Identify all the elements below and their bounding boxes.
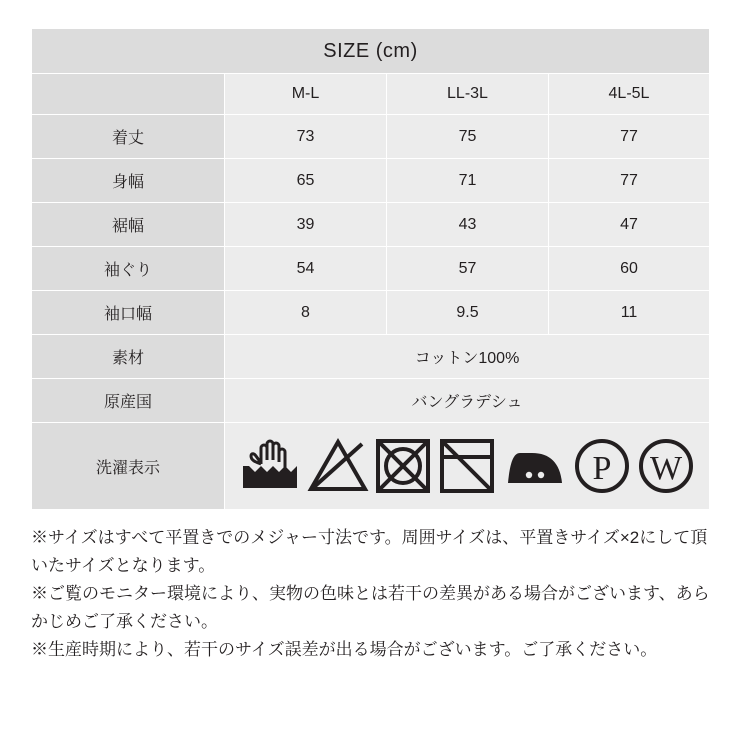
cell-care-icons	[225, 423, 710, 510]
svg-text:W: W	[649, 450, 682, 487]
note-line-3: ※生産時期により、若干のサイズ誤差が出る場合がございます。ご了承ください。	[31, 640, 658, 660]
cell-mihaba-ml: 65	[225, 159, 387, 203]
line-dry-flat-icon	[438, 437, 496, 495]
cell-sodeguchihaba-ll3l: 9.5	[387, 291, 549, 335]
table-row	[32, 115, 710, 159]
note-line-2: ※ご覧のモニター環境により、実物の色味とは若干の差異がある場合がございます、あらかじめご了承ください。	[31, 584, 710, 631]
care-icon-group	[225, 423, 709, 509]
note-line-1: ※サイズはすべて平置きでのメジャー寸法です。周囲サイズは、平置きサイズ×2にして頂いたサイズとなります。	[31, 528, 708, 575]
cell-sodeguchihaba-4l5l: 11	[549, 291, 710, 335]
row-label-mihaba: 身幅	[32, 159, 225, 203]
iron-low-icon	[502, 441, 568, 491]
hand-wash-icon	[239, 436, 301, 496]
cell-sodeguchihaba-ml: 8	[225, 291, 387, 335]
do-not-tumble-dry-icon	[374, 437, 432, 495]
cell-susohaba-ll3l: 43	[387, 203, 549, 247]
cell-soseguri-ll3l: 57	[387, 247, 549, 291]
notes-block	[31, 524, 721, 664]
table-row	[32, 291, 710, 335]
row-label-sodeguchihaba: 袖口幅	[32, 291, 225, 335]
table-title-row	[32, 29, 710, 74]
header-size-4l5l: 4L-5L	[549, 74, 710, 115]
cell-kitake-ml: 73	[225, 115, 387, 159]
table-header-row	[32, 74, 710, 115]
cell-origin-value: バングラデシュ	[225, 379, 710, 423]
table-row-care	[32, 423, 710, 510]
table-row-origin	[32, 379, 710, 423]
cell-mihaba-4l5l: 77	[549, 159, 710, 203]
cell-soseguri-ml: 54	[225, 247, 387, 291]
header-size-ll3l: LL-3L	[387, 74, 549, 115]
do-not-bleach-icon	[307, 437, 369, 495]
svg-text:P: P	[592, 450, 612, 487]
cell-susohaba-ml: 39	[225, 203, 387, 247]
header-blank-cell	[32, 74, 225, 115]
table-row-material	[32, 335, 710, 379]
cell-mihaba-ll3l: 71	[387, 159, 549, 203]
row-label-origin: 原産国	[32, 379, 225, 423]
cell-soseguri-4l5l: 60	[549, 247, 710, 291]
row-label-care: 洗濯表示	[32, 423, 225, 510]
header-size-ml: M-L	[225, 74, 387, 115]
table-title: SIZE (cm)	[32, 29, 710, 74]
table-row	[32, 203, 710, 247]
cell-susohaba-4l5l: 47	[549, 203, 710, 247]
row-label-kitake: 着丈	[32, 115, 225, 159]
table-row	[32, 247, 710, 291]
table-row	[32, 159, 710, 203]
row-label-soseguri: 袖ぐり	[32, 247, 225, 291]
row-label-material: 素材	[32, 335, 225, 379]
professional-wet-clean-w-icon	[637, 437, 695, 495]
cell-kitake-ll3l: 75	[387, 115, 549, 159]
row-label-susohaba: 裾幅	[32, 203, 225, 247]
cell-kitake-4l5l: 77	[549, 115, 710, 159]
cell-material-value: コットン100%	[225, 335, 710, 379]
size-table	[31, 28, 710, 510]
professional-dry-clean-p-icon	[573, 437, 631, 495]
